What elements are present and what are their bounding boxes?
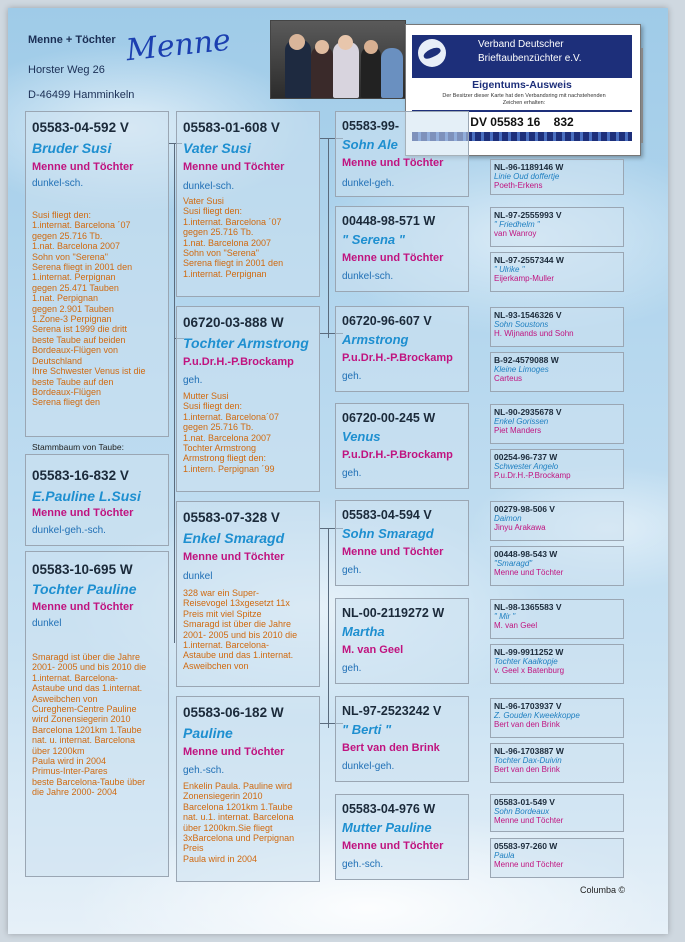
gen4-name: " Ulrike " — [494, 265, 525, 274]
gen3-color: geh. — [342, 468, 362, 479]
gen3-card — [335, 206, 469, 292]
gen2-name: Vater Susi — [183, 140, 251, 156]
gen2-color: geh.-sch. — [183, 765, 225, 776]
gen3-color: geh. — [342, 371, 362, 382]
mother-ring: 05583-10-695 W — [32, 562, 133, 577]
gen3-ring: 05583-99- — [342, 119, 399, 133]
gen3-name: Sohn Ale — [342, 137, 398, 152]
gen4-ring: NL-96-1189146 W — [494, 162, 564, 172]
family-photo — [270, 20, 406, 99]
father-description: Susi fliegt den: 1.internat. Barcelona ´07 gegen 25.716 Tb. 1.nat. Barcelona 2007 Sohn von "Serena" Serena fliegt in 2001 den 1.internat. Perpignan gegen 25.471 Tauben 1.nat. Perpignan gegen 2.901 Tauben 1.Zone-3 Perpignan Serena ist 1999 die dritt beste Taube auf beiden Bordeaux-Flügen von Deutschland Ihre Schwester Venus ist die beste Taube auf den Bordeaux-Flügen Serena fliegt den — [32, 210, 146, 408]
gen3-card — [335, 500, 469, 586]
gen3-card — [335, 403, 469, 489]
gen3-name: Armstrong — [342, 332, 409, 347]
gen4-card — [490, 838, 624, 878]
gen4-name: Tochter Kaalkopje — [494, 657, 558, 666]
gen2-card — [176, 501, 320, 687]
gen4-card — [490, 352, 624, 392]
clip-mark — [641, 48, 649, 143]
gen2-ring: 05583-01-608 V — [183, 120, 280, 135]
gen3-owner: M. van Geel — [342, 644, 404, 656]
gen4-ring: B-92-4579088 W — [494, 355, 559, 365]
gen4-ring: 00254-96-737 W — [494, 452, 558, 462]
gen4-ring: NL-98-1365583 V — [494, 602, 562, 612]
gen4-name: Sohn Soustons — [494, 320, 549, 329]
gen3-ring: 05583-04-594 V — [342, 508, 432, 522]
gen4-owner: Jinyu Arakawa — [494, 523, 546, 532]
gen4-card — [490, 743, 624, 783]
card-ring-number: DV 05583 16 832 — [412, 110, 632, 132]
dove-logo-icon — [418, 39, 446, 67]
subject-card — [25, 454, 169, 546]
mother-color: dunkel — [32, 618, 62, 629]
gen3-color: geh. — [342, 663, 362, 674]
father-owner: Menne und Töchter — [32, 161, 134, 173]
father-name: Bruder Susi — [32, 140, 112, 156]
gen4-name: Tochter Dax-Duivin — [494, 756, 562, 765]
gen4-name: " Mir " — [494, 612, 516, 621]
card-banner — [412, 35, 632, 78]
gen3-owner: Bert van den Brink — [342, 742, 440, 754]
subject-name: E.Pauline L.Susi — [32, 488, 141, 504]
gen4-owner: Menne und Töchter — [494, 816, 564, 825]
gen4-owner: Menne und Töchter — [494, 860, 564, 869]
gen2-description: Vater Susi Susi fliegt den: 1.internat. Barcelona ´07 gegen 25.716 Tb. 1.nat. Barcelona 2007 Sohn von "Serena" Serena fliegt in 2001 den 1.internat. Perpignan — [183, 196, 284, 279]
gen4-ring: 00279-98-506 V — [494, 504, 555, 514]
gen3-color: dunkel-geh. — [342, 178, 395, 189]
gen4-ring: NL-96-1703937 V — [494, 701, 562, 711]
gen4-owner: v. Geel x Batenburg — [494, 666, 565, 675]
gen3-name: Sohn Smaragd — [342, 526, 434, 541]
gen4-card — [490, 599, 624, 639]
gen3-owner: Menne und Töchter — [342, 840, 444, 852]
gen4-owner: Bert van den Brink — [494, 720, 560, 729]
gen2-name: Enkel Smaragd — [183, 530, 285, 546]
pedigree-label: Stammbaum von Taube: — [32, 442, 124, 452]
gen3-ring: NL-97-2523242 V — [342, 704, 442, 718]
gen3-owner: Menne und Töchter — [342, 252, 444, 264]
gen2-color: dunkel — [183, 571, 213, 582]
gen4-owner: M. van Geel — [494, 621, 538, 630]
gen3-owner: Menne und Töchter — [342, 546, 444, 558]
gen4-card — [490, 404, 624, 444]
gen4-card — [490, 207, 624, 247]
mother-owner: Menne und Töchter — [32, 601, 134, 613]
gen3-ring: 06720-00-245 W — [342, 411, 436, 425]
gen3-color: dunkel-sch. — [342, 271, 394, 282]
gen3-card — [335, 794, 469, 880]
gen4-ring: 05583-01-549 V — [494, 797, 555, 807]
gen2-description: 328 war ein Super- Reisevogel 13xgesetzt 11x Preis mit viel Spitze Smaragd ist über die Jahre 2001- 2005 und bis 2010 die 1.internat. Barcelona- Astaube und das 1.internat. Asweibchen von — [183, 588, 298, 671]
gen4-card — [490, 644, 624, 684]
card-assoc-line1: Verband Deutscher — [478, 39, 564, 50]
gen4-owner: van Wanroy — [494, 229, 537, 238]
gen4-name: Linie Oud doffertje — [494, 172, 560, 181]
mother-card — [25, 551, 169, 877]
gen3-card — [335, 306, 469, 392]
gen4-ring: NL-97-2557344 W — [494, 255, 564, 265]
gen3-owner: P.u.Dr.H.-P.Brockamp — [342, 449, 453, 461]
gen4-name: Schwester Angelo — [494, 462, 559, 471]
gen3-owner: P.u.Dr.H.-P.Brockamp — [342, 352, 453, 364]
gen3-ring: 06720-96-607 V — [342, 314, 432, 328]
gen4-name: " Friedhelm " — [494, 220, 540, 229]
gen4-name: Sohn Bordeaux — [494, 807, 550, 816]
gen3-ring: 00448-98-571 W — [342, 214, 436, 228]
gen2-owner: P.u.Dr.H.-P.Brockamp — [183, 356, 294, 368]
mother-name: Tochter Pauline — [32, 581, 137, 597]
gen3-name: " Serena " — [342, 232, 405, 247]
breeder-street: Horster Weg 26 — [28, 64, 105, 76]
pedigree-page — [8, 8, 668, 934]
gen3-card — [335, 696, 469, 782]
gen2-owner: Menne und Töchter — [183, 161, 285, 173]
gen4-card — [490, 501, 624, 541]
gen4-card — [490, 159, 624, 195]
gen4-name: "Smaragd" — [494, 559, 533, 568]
gen2-description: Enkelin Paula. Pauline wird Zonensiegerin 2010 Barcelona 1201km 1.Taube nat. u.1. internat. Barcelona über 1200km.Sie fliegt 3xBarcelona und Perpignan Preis Paula wird in 2004 — [183, 781, 295, 864]
subject-owner: Menne und Töchter — [32, 507, 134, 519]
subject-color: dunkel-geh.-sch. — [32, 525, 106, 536]
gen4-name: Z. Gouden Kweekkoppe — [494, 711, 580, 720]
gen4-card — [490, 546, 624, 586]
gen2-card — [176, 306, 320, 492]
gen3-card — [335, 111, 469, 197]
gen4-card — [490, 449, 624, 489]
gen2-card — [176, 696, 320, 882]
gen4-card — [490, 698, 624, 738]
card-title: Eigentums-Ausweis — [472, 79, 572, 91]
gen3-color: geh. — [342, 565, 362, 576]
gen2-owner: Menne und Töchter — [183, 746, 285, 758]
father-ring: 05583-04-592 V — [32, 120, 129, 135]
gen2-description: Mutter Susi Susi fliegt den: 1.internat. Barcelona´07 gegen 25.716 Tb. 1.nat. Barcelona 2007 Tochter Armstrong Armstrong fliegt den: 1.intern. Perpignan ´99 — [183, 391, 280, 474]
gen3-ring: 05583-04-976 W — [342, 802, 436, 816]
gen4-card — [490, 794, 624, 832]
gen3-ring: NL-00-2119272 W — [342, 606, 445, 620]
gen3-name: Martha — [342, 624, 385, 639]
gen4-ring: NL-96-1703887 W — [494, 746, 564, 756]
gen2-color: dunkel-sch. — [183, 181, 235, 192]
breeder-city: D-46499 Hamminkeln — [28, 89, 135, 101]
gen4-owner: Poeth-Erkens — [494, 181, 543, 190]
gen3-owner: Menne und Töchter — [342, 157, 444, 169]
gen2-ring: 05583-07-328 V — [183, 510, 280, 525]
gen3-name: " Berti " — [342, 722, 392, 737]
gen4-name: Daimon — [494, 514, 522, 523]
father-card — [25, 111, 169, 437]
gen4-ring: NL-99-9911252 W — [494, 647, 564, 657]
gen2-card — [176, 111, 320, 297]
gen4-owner: Carteus — [494, 374, 523, 383]
subject-ring: 05583-16-832 V — [32, 468, 129, 483]
card-assoc-line2: Brieftaubenzüchter e.V. — [478, 53, 582, 64]
gen3-color: geh.-sch. — [342, 859, 384, 870]
gen4-owner: Eijerkamp-Muller — [494, 274, 555, 283]
gen4-owner: P.u.Dr.H.-P.Brockamp — [494, 471, 571, 480]
gen3-name: Venus — [342, 429, 381, 444]
gen3-color: dunkel-geh. — [342, 761, 395, 772]
gen2-name: Tochter Armstrong — [183, 335, 309, 351]
gen2-ring: 06720-03-888 W — [183, 315, 284, 330]
signature: Menne — [124, 22, 233, 69]
gen4-name: Paula — [494, 851, 515, 860]
gen4-owner: Piet Manders — [494, 426, 542, 435]
gen4-card — [490, 307, 624, 347]
gen2-ring: 05583-06-182 W — [183, 705, 284, 720]
footer-copyright: Columba © — [580, 885, 626, 895]
gen2-owner: Menne und Töchter — [183, 551, 285, 563]
gen4-ring: 05583-97-260 W — [494, 841, 558, 851]
gen4-name: Enkel Gorissen — [494, 417, 549, 426]
gen2-name: Pauline — [183, 725, 233, 741]
gen4-ring: NL-97-2555993 V — [494, 210, 562, 220]
gen4-card — [490, 252, 624, 292]
card-subtitle: Der Besitzer dieser Karte hat den Verbandsring mit nachstehenden Zeichen erhalten: — [442, 93, 606, 106]
mother-description: Smaragd ist über die Jahre 2001- 2005 und bis 2010 die 1.internat. Barcelona- Astaube und das 1.internat. Asweibchen von Cureghem-Centre Pauline wird Zonensiegerin 2010 Barcelona 1201km 1.Taube nat. u. internat. Barcelona über 1200km Paula wird in 2004 Primus-Inter-Pares beste Barcelona-Taube über die Jahre 2000- 2004 — [32, 652, 147, 798]
gen4-ring: NL-90-2935678 V — [494, 407, 562, 417]
gen4-ring: 00448-98-543 W — [494, 549, 558, 559]
gen4-owner: Menne und Töchter — [494, 568, 564, 577]
breeder-name: Menne + Töchter — [28, 34, 116, 46]
gen4-owner: Bert van den Brink — [494, 765, 560, 774]
gen4-owner: H. Wijnands und Sohn — [494, 329, 574, 338]
gen4-name: Kleine Limoges — [494, 365, 549, 374]
gen3-name: Mutter Pauline — [342, 820, 432, 835]
gen4-ring: NL-93-1546326 V — [494, 310, 562, 320]
gen3-card — [335, 598, 469, 684]
father-color: dunkel-sch. — [32, 178, 84, 189]
gen2-color: geh. — [183, 375, 203, 386]
